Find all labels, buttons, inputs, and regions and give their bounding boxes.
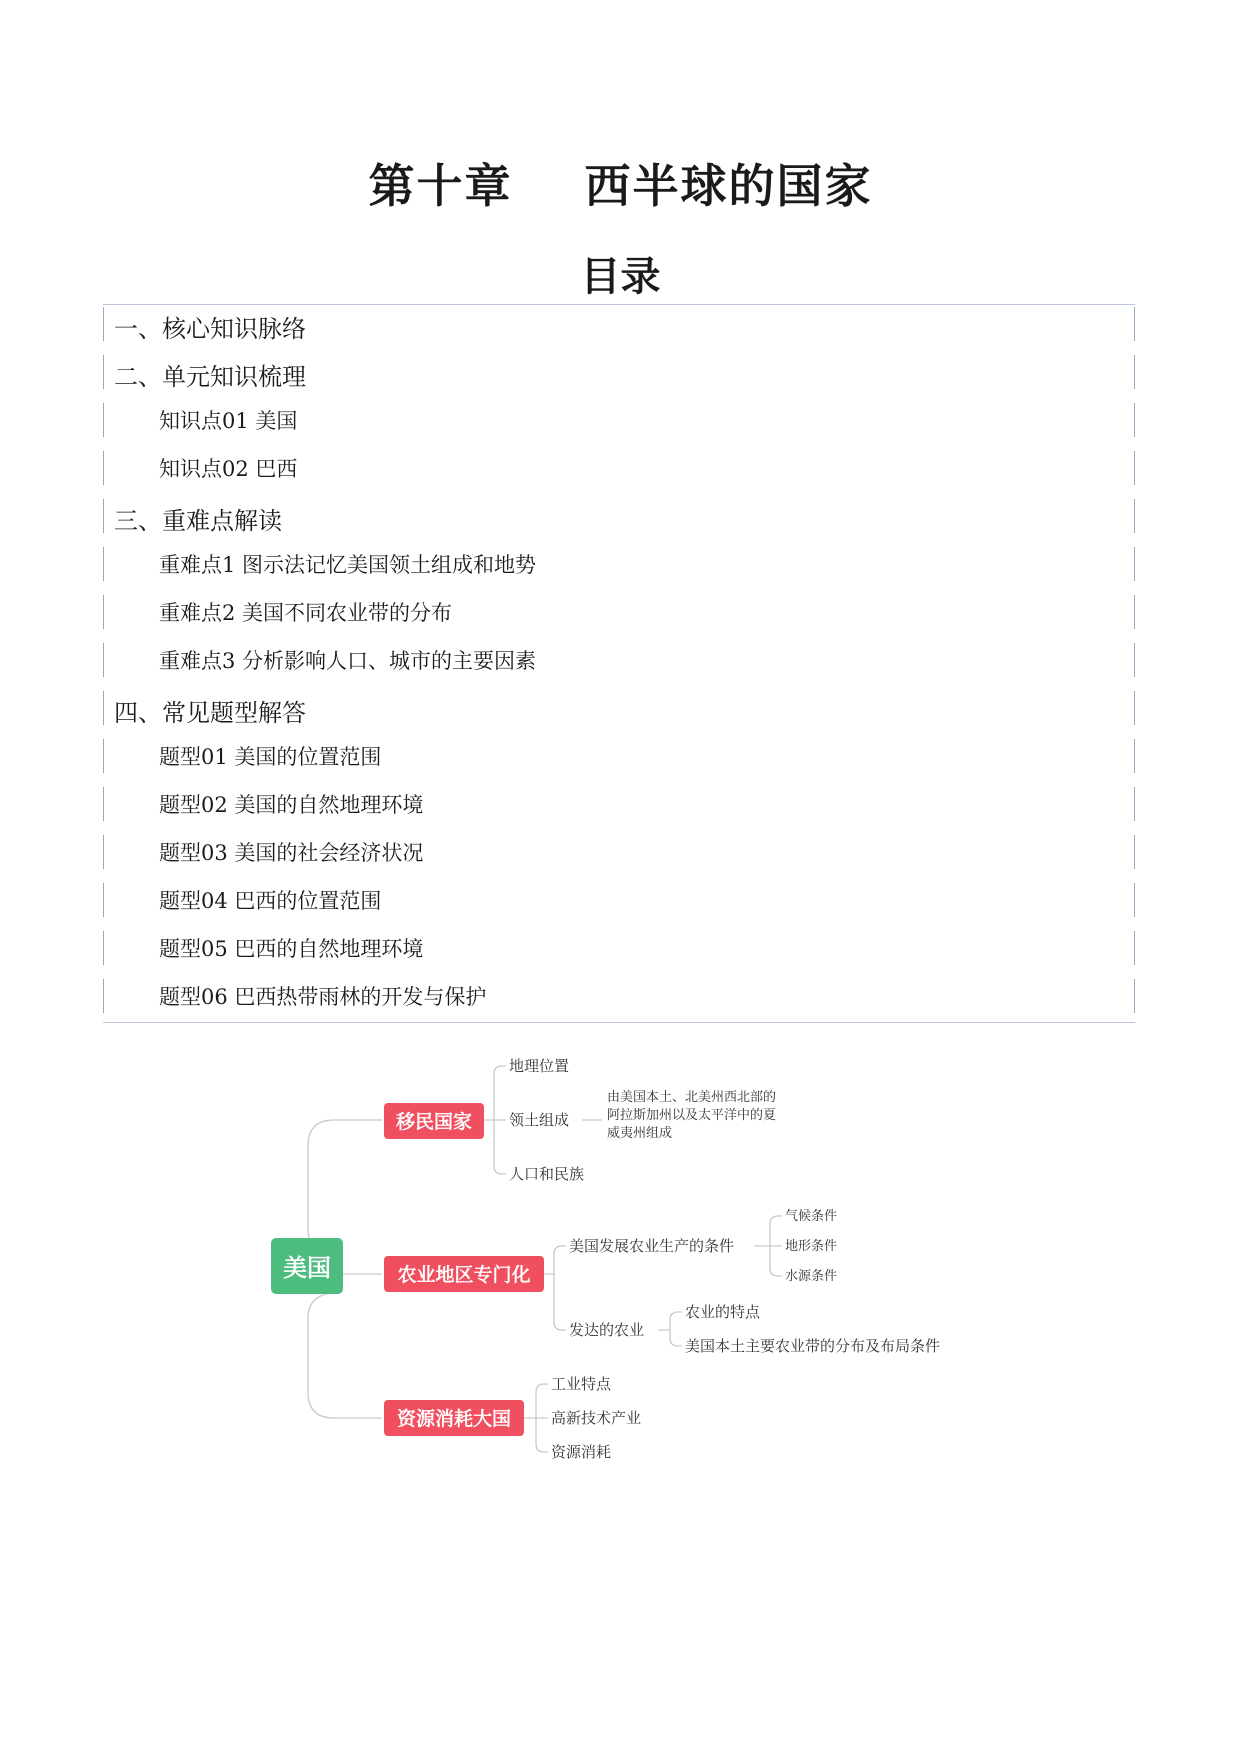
toc-item[interactable]: 题型02 美国的自然地理环境 bbox=[103, 787, 1135, 821]
mindmap-leaf: 资源消耗 bbox=[551, 1443, 612, 1461]
toc-item[interactable]: 题型01 美国的位置范围 bbox=[103, 739, 1135, 773]
svg-text:移民国家: 移民国家 bbox=[395, 1111, 473, 1133]
toc-item[interactable]: 二、单元知识梳理 bbox=[103, 355, 1135, 389]
svg-text:农业地区专门化: 农业地区专门化 bbox=[397, 1264, 531, 1286]
mindmap-branch-node bbox=[384, 1400, 524, 1436]
toc-item[interactable]: 重难点3 分析影响人口、城市的主要因素 bbox=[103, 643, 1135, 677]
toc-heading: 目录 bbox=[580, 254, 661, 300]
mindmap-leaf: 美国发展农业生产的条件 bbox=[569, 1237, 735, 1255]
mindmap-leaf: 由美国本土、北美州西北部的 bbox=[607, 1090, 777, 1105]
mindmap-leaf: 阿拉斯加州以及太平洋中的夏 bbox=[607, 1108, 777, 1123]
mindmap-leaf: 美国本土主要农业带的分布及布局条件 bbox=[685, 1337, 941, 1355]
mindmap-root-node bbox=[271, 1238, 343, 1294]
svg-text:资源消耗大国: 资源消耗大国 bbox=[396, 1408, 512, 1430]
toc-item[interactable]: 三、重难点解读 bbox=[103, 499, 1135, 533]
toc-item[interactable]: 知识点01 美国 bbox=[103, 403, 1135, 437]
toc-item[interactable]: 知识点02 巴西 bbox=[103, 451, 1135, 485]
mindmap-branch-node bbox=[384, 1256, 544, 1292]
toc-item[interactable]: 四、常见题型解答 bbox=[103, 691, 1135, 725]
mindmap-leaf: 水源条件 bbox=[785, 1269, 838, 1284]
mindmap-leaf: 农业的特点 bbox=[685, 1303, 761, 1321]
mindmap-leaves bbox=[509, 1057, 940, 1461]
toc-item[interactable]: 题型03 美国的社会经济状况 bbox=[103, 835, 1135, 869]
toc-item[interactable]: 题型04 巴西的位置范围 bbox=[103, 883, 1135, 917]
mindmap-leaf: 威夷州组成 bbox=[607, 1126, 673, 1141]
mindmap-leaf: 高新技术产业 bbox=[551, 1409, 642, 1427]
svg-text:美国: 美国 bbox=[283, 1254, 331, 1282]
toc-item[interactable]: 重难点2 美国不同农业带的分布 bbox=[103, 595, 1135, 629]
toc-item[interactable]: 题型06 巴西热带雨林的开发与保护 bbox=[103, 979, 1135, 1013]
toc-item[interactable]: 一、核心知识脉络 bbox=[103, 307, 1135, 341]
toc-item[interactable]: 重难点1 图示法记忆美国领土组成和地势 bbox=[103, 547, 1135, 581]
mindmap-leaf: 气候条件 bbox=[785, 1209, 838, 1224]
chapter-title: 第十章 西半球的国家 bbox=[368, 159, 873, 213]
mindmap-leaf: 发达的农业 bbox=[569, 1321, 645, 1339]
mindmap-leaf: 领土组成 bbox=[509, 1111, 570, 1129]
toc-item[interactable]: 题型05 巴西的自然地理环境 bbox=[103, 931, 1135, 965]
mindmap-leaf: 地理位置 bbox=[509, 1057, 570, 1075]
mindmap-branch-node bbox=[384, 1103, 484, 1139]
mindmap-leaf: 人口和民族 bbox=[509, 1165, 585, 1183]
mindmap-leaf: 地形条件 bbox=[785, 1239, 838, 1254]
mindmap-leaf: 工业特点 bbox=[551, 1375, 612, 1393]
